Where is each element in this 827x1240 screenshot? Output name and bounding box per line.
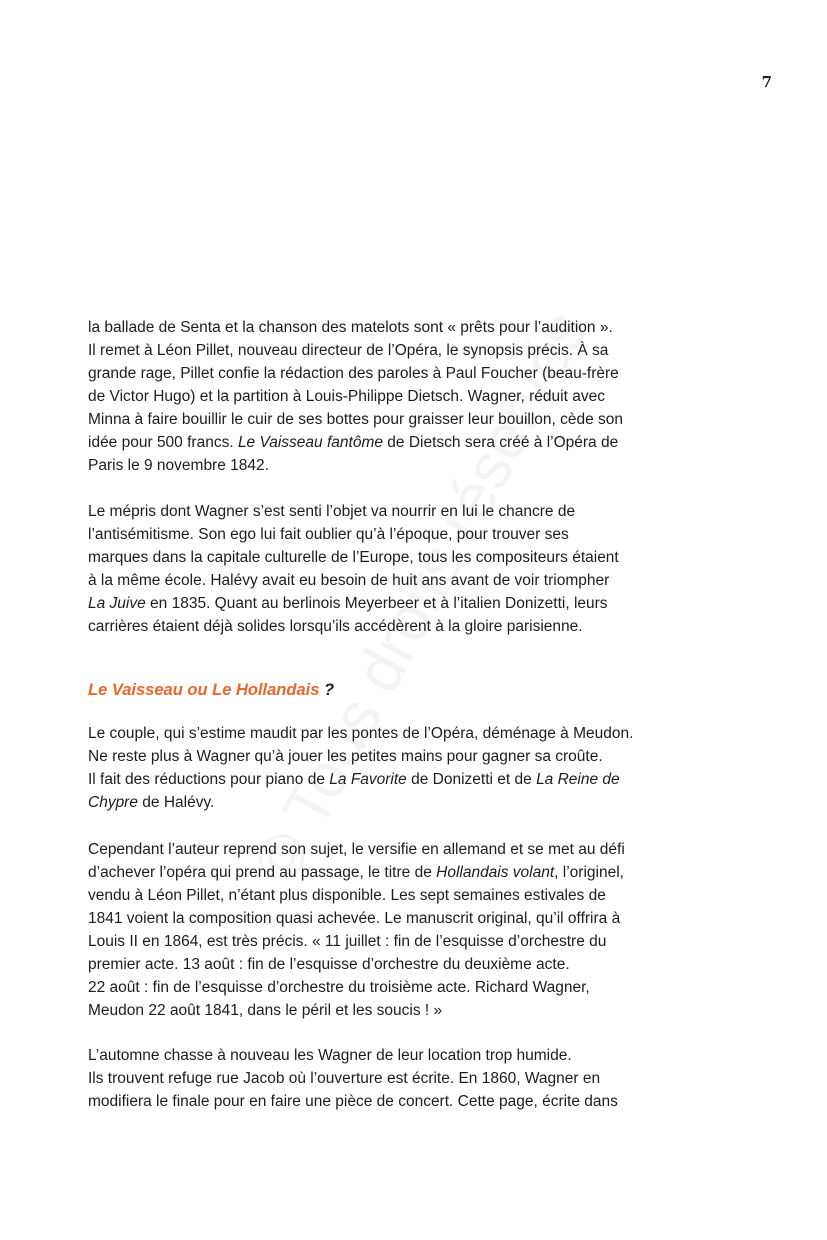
text-line	[88, 861, 625, 884]
paragraph-1	[88, 316, 748, 477]
text-line: Le couple, qui s’estime maudit par les pontes de l’Opéra, déménage à Meudon.	[88, 725, 634, 742]
paragraph-3	[88, 722, 633, 814]
text-line: à la même école. Halévy avait eu besoin de huit ans avant de voir triompher	[88, 572, 610, 589]
text-line: Il remet à Léon Pillet, nouveau directeur de l’Opéra, le synopsis précis. À sa	[88, 342, 609, 359]
text-line: 1841 voient la composition quasi achevée. Le manuscrit original, qu’il offrira à	[88, 910, 621, 927]
text-line: 22 août : fin de l’esquisse d’orchestre du troisième acte. Richard Wagner,	[88, 979, 590, 996]
text-segment: idée pour 500 francs.	[88, 434, 238, 451]
text-line	[88, 431, 748, 454]
page-body	[88, 316, 748, 1110]
heading-connector: ou	[182, 681, 213, 699]
text-line: Paris le 9 novembre 1842.	[88, 457, 269, 474]
italic-title: Le Vaisseau fantôme	[237, 434, 383, 451]
italic-title: La Juive	[88, 595, 146, 612]
text-line: la ballade de Senta et la chanson des matelots sont « prêts pour l’audition ».	[88, 319, 613, 336]
text-segment: en 1835. Quant au berlinois Meyerbeer et à l’italien Donizetti, leurs	[145, 595, 608, 612]
text-line: grande rage, Pillet confie la rédaction des paroles à Paul Foucher (beau-frère	[88, 365, 619, 382]
text-line: Louis II en 1864, est très précis. « 11 juillet : fin de l’esquisse d’orchestre du	[88, 933, 607, 950]
text-line: Ils trouvent refuge rue Jacob où l’ouverture est écrite. En 1860, Wagner en	[88, 1070, 601, 1087]
italic-title: La Favorite	[329, 771, 407, 788]
text-line: premier acte. 13 août : fin de l’esquisse d’orchestre du deuxième acte.	[88, 956, 570, 973]
heading-title-1: Le Vaisseau	[88, 681, 183, 699]
text-line: Cependant l’auteur reprend son sujet, le versifie en allemand et se met au défi	[88, 841, 625, 858]
text-line: vendu à Léon Pillet, n’étant plus disponible. Les sept semaines estivales de	[88, 887, 606, 904]
italic-title: La Reine de	[536, 771, 620, 788]
text-line	[88, 791, 633, 814]
text-line: Ne reste plus à Wagner qu’à jouer les petites mains pour gagner sa croûte.	[88, 748, 603, 765]
text-segment: de Halévy.	[137, 794, 215, 811]
italic-title: Chypre	[88, 794, 138, 811]
text-line: L’automne chasse à nouveau les Wagner de leur location trop humide.	[88, 1047, 572, 1064]
paragraph-4	[88, 838, 625, 1022]
text-line	[88, 768, 633, 791]
text-line: Minna à faire bouillir le cuir de ses bottes pour graisser leur bouillon, cède son	[88, 411, 624, 428]
paragraph-5	[88, 1044, 618, 1113]
text-segment: Il fait des réductions pour piano de	[88, 771, 330, 788]
text-line: modifiera le finale pour en faire une pièce de concert. Cette page, écrite dans	[88, 1093, 618, 1110]
page-number: 7	[761, 73, 772, 91]
text-line	[88, 592, 619, 615]
section-heading	[88, 679, 334, 702]
italic-title: Hollandais volant	[436, 864, 555, 881]
text-line: marques dans la capitale culturelle de l’Europe, tous les compositeurs étaient	[88, 549, 619, 566]
heading-title-2: Le Hollandais	[212, 681, 320, 699]
paragraph-2	[88, 500, 619, 638]
text-segment: , l’originel,	[554, 864, 624, 881]
text-line: carrières étaient déjà solides lorsqu’ils accédèrent à la gloire parisienne.	[88, 618, 583, 635]
text-segment: de Dietsch sera créé à l’Opéra de	[383, 434, 619, 451]
text-line: Le mépris dont Wagner s’est senti l’objet va nourrir en lui le chancre de	[88, 503, 576, 520]
text-line: l’antisémitisme. Son ego lui fait oublier qu’à l’époque, pour trouver ses	[88, 526, 569, 543]
text-line: Meudon 22 août 1841, dans le péril et les soucis ! »	[88, 1002, 443, 1019]
text-line: de Victor Hugo) et la partition à Louis-Philippe Dietsch. Wagner, réduit avec	[88, 388, 605, 405]
heading-question-mark: ?	[319, 681, 335, 699]
text-segment: d’achever l’opéra qui prend au passage, le titre de	[88, 864, 437, 881]
text-segment: de Donizetti et de	[406, 771, 537, 788]
